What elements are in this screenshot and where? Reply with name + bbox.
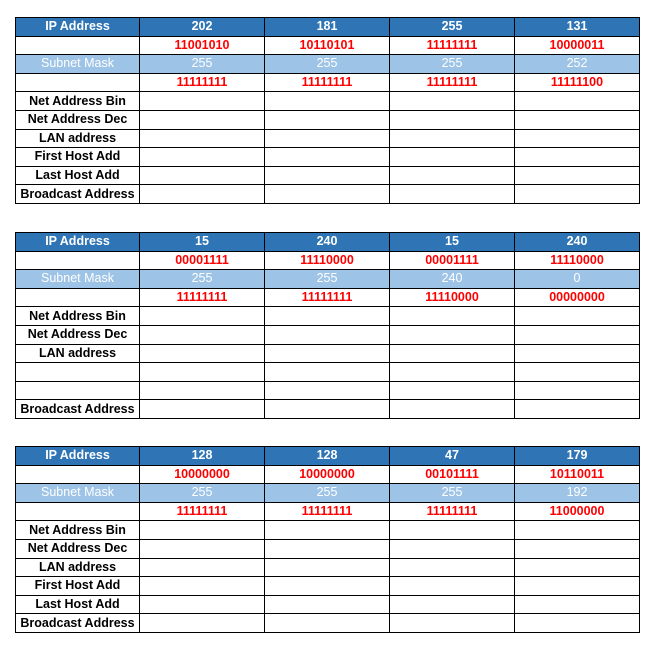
- mask-binary-octet-1: 11111111: [140, 73, 265, 92]
- row-label: LAN address: [16, 558, 140, 577]
- answer-cell[interactable]: [390, 614, 515, 633]
- answer-cell[interactable]: [515, 344, 640, 363]
- mask-binary-octet-4: 00000000: [515, 288, 640, 307]
- answer-cell[interactable]: [265, 344, 390, 363]
- row-label: [16, 381, 140, 400]
- ip-octet-1: 128: [140, 447, 265, 466]
- mask-octet-4: 252: [515, 55, 640, 74]
- answer-cell[interactable]: [515, 577, 640, 596]
- ip-octet-3: 255: [390, 18, 515, 37]
- answer-cell[interactable]: [140, 185, 265, 204]
- net-address-dec-row: [16, 110, 640, 129]
- answer-cell[interactable]: [265, 521, 390, 540]
- subnet-table-1: [15, 17, 640, 204]
- answer-cell[interactable]: [140, 110, 265, 129]
- answer-cell[interactable]: [515, 92, 640, 111]
- row-label: Net Address Bin: [16, 521, 140, 540]
- mask-octet-4: 192: [515, 484, 640, 503]
- subnet-mask-row: [16, 270, 640, 289]
- row-label: Broadcast Address: [16, 614, 140, 633]
- answer-cell[interactable]: [265, 558, 390, 577]
- answer-cell[interactable]: [265, 614, 390, 633]
- empty-cell: [16, 465, 140, 484]
- answer-cell[interactable]: [390, 381, 515, 400]
- answer-cell[interactable]: [515, 381, 640, 400]
- mask-octet-2: 255: [265, 270, 390, 289]
- answer-cell[interactable]: [140, 539, 265, 558]
- answer-cell[interactable]: [515, 307, 640, 326]
- answer-cell[interactable]: [390, 521, 515, 540]
- answer-cell[interactable]: [265, 400, 390, 419]
- subnet-mask-label: Subnet Mask: [16, 55, 140, 74]
- answer-cell[interactable]: [515, 595, 640, 614]
- empty-cell: [16, 502, 140, 521]
- ip-octet-3: 15: [390, 233, 515, 252]
- mask-octet-4: 0: [515, 270, 640, 289]
- answer-cell[interactable]: [140, 148, 265, 167]
- answer-cell[interactable]: [390, 92, 515, 111]
- answer-cell[interactable]: [515, 614, 640, 633]
- ip-address-label: IP Address: [16, 447, 140, 466]
- ip-octet-3: 47: [390, 447, 515, 466]
- answer-cell[interactable]: [515, 400, 640, 419]
- ip-octet-1: 15: [140, 233, 265, 252]
- ip-octet-2: 240: [265, 233, 390, 252]
- broadcast-row: [16, 185, 640, 204]
- ip-address-row: [16, 447, 640, 466]
- answer-cell[interactable]: [265, 381, 390, 400]
- answer-cell[interactable]: [265, 539, 390, 558]
- row-label: Net Address Bin: [16, 92, 140, 111]
- answer-cell[interactable]: [265, 166, 390, 185]
- answer-cell[interactable]: [140, 307, 265, 326]
- answer-cell[interactable]: [265, 595, 390, 614]
- ip-octet-4: 240: [515, 233, 640, 252]
- row-label: Net Address Dec: [16, 325, 140, 344]
- answer-cell[interactable]: [515, 148, 640, 167]
- ip-binary-octet-3: 00101111: [390, 465, 515, 484]
- ip-octet-4: 131: [515, 18, 640, 37]
- lan-address-row: [16, 344, 640, 363]
- answer-cell[interactable]: [140, 363, 265, 382]
- mask-binary-octet-4: 11111100: [515, 73, 640, 92]
- answer-cell[interactable]: [390, 185, 515, 204]
- row-label: First Host Add: [16, 577, 140, 596]
- answer-cell[interactable]: [140, 614, 265, 633]
- answer-cell[interactable]: [140, 577, 265, 596]
- ip-address-label: IP Address: [16, 233, 140, 252]
- ip-octet-1: 202: [140, 18, 265, 37]
- answer-cell[interactable]: [140, 595, 265, 614]
- row-label: Net Address Dec: [16, 110, 140, 129]
- mask-octet-3: 255: [390, 55, 515, 74]
- answer-cell[interactable]: [515, 521, 640, 540]
- lan-address-row: [16, 558, 640, 577]
- mask-octet-1: 255: [140, 270, 265, 289]
- mask-binary-octet-4: 11000000: [515, 502, 640, 521]
- ip-binary-octet-3: 11111111: [390, 36, 515, 55]
- subnet-table-2: [15, 232, 640, 419]
- mask-binary-row: [16, 502, 640, 521]
- answer-cell[interactable]: [390, 595, 515, 614]
- subnet-mask-row: [16, 55, 640, 74]
- row-label: First Host Add: [16, 148, 140, 167]
- answer-cell[interactable]: [265, 110, 390, 129]
- answer-cell[interactable]: [140, 381, 265, 400]
- ip-binary-octet-1: 10000000: [140, 465, 265, 484]
- answer-cell[interactable]: [390, 325, 515, 344]
- mask-binary-row: [16, 288, 640, 307]
- net-address-bin-row: [16, 92, 640, 111]
- net-address-bin-row: [16, 307, 640, 326]
- ip-address-label: IP Address: [16, 18, 140, 37]
- row-label: Broadcast Address: [16, 400, 140, 419]
- row-label: Broadcast Address: [16, 185, 140, 204]
- row-label: Net Address Bin: [16, 307, 140, 326]
- answer-cell[interactable]: [515, 539, 640, 558]
- net-address-dec-row: [16, 325, 640, 344]
- answer-cell[interactable]: [515, 558, 640, 577]
- answer-cell[interactable]: [140, 344, 265, 363]
- blank-row: [16, 363, 640, 382]
- answer-cell[interactable]: [140, 558, 265, 577]
- answer-cell[interactable]: [390, 166, 515, 185]
- answer-cell[interactable]: [140, 521, 265, 540]
- mask-binary-octet-1: 11111111: [140, 288, 265, 307]
- first-host-row: [16, 148, 640, 167]
- answer-cell[interactable]: [390, 110, 515, 129]
- answer-cell[interactable]: [390, 400, 515, 419]
- empty-cell: [16, 73, 140, 92]
- subnet-mask-row: [16, 484, 640, 503]
- broadcast-row: [16, 400, 640, 419]
- answer-cell[interactable]: [140, 92, 265, 111]
- mask-binary-octet-2: 11111111: [265, 288, 390, 307]
- answer-cell[interactable]: [515, 166, 640, 185]
- mask-binary-octet-1: 11111111: [140, 502, 265, 521]
- answer-cell[interactable]: [390, 307, 515, 326]
- net-address-bin-row: [16, 521, 640, 540]
- mask-octet-3: 255: [390, 484, 515, 503]
- answer-cell[interactable]: [515, 325, 640, 344]
- empty-cell: [16, 251, 140, 270]
- mask-octet-2: 255: [265, 484, 390, 503]
- mask-octet-3: 240: [390, 270, 515, 289]
- last-host-row: [16, 595, 640, 614]
- answer-cell[interactable]: [390, 344, 515, 363]
- row-label: Last Host Add: [16, 595, 140, 614]
- mask-binary-row: [16, 73, 640, 92]
- answer-cell[interactable]: [390, 363, 515, 382]
- answer-cell[interactable]: [390, 148, 515, 167]
- row-label: Last Host Add: [16, 166, 140, 185]
- answer-cell[interactable]: [140, 166, 265, 185]
- ip-binary-row: [16, 36, 640, 55]
- answer-cell[interactable]: [265, 307, 390, 326]
- ip-binary-octet-1: 00001111: [140, 251, 265, 270]
- answer-cell[interactable]: [140, 400, 265, 419]
- ip-address-row: [16, 18, 640, 37]
- answer-cell[interactable]: [390, 558, 515, 577]
- ip-binary-row: [16, 465, 640, 484]
- ip-octet-2: 181: [265, 18, 390, 37]
- ip-address-row: [16, 233, 640, 252]
- answer-cell[interactable]: [390, 539, 515, 558]
- ip-octet-2: 128: [265, 447, 390, 466]
- row-label: LAN address: [16, 129, 140, 148]
- ip-binary-row: [16, 251, 640, 270]
- mask-binary-octet-3: 11110000: [390, 288, 515, 307]
- answer-cell[interactable]: [515, 110, 640, 129]
- subnet-mask-label: Subnet Mask: [16, 270, 140, 289]
- answer-cell[interactable]: [390, 129, 515, 148]
- answer-cell[interactable]: [265, 129, 390, 148]
- ip-binary-octet-2: 11110000: [265, 251, 390, 270]
- ip-octet-4: 179: [515, 447, 640, 466]
- ip-binary-octet-3: 00001111: [390, 251, 515, 270]
- subnet-mask-label: Subnet Mask: [16, 484, 140, 503]
- empty-cell: [16, 36, 140, 55]
- first-host-row: [16, 577, 640, 596]
- answer-cell[interactable]: [515, 129, 640, 148]
- lan-address-row: [16, 129, 640, 148]
- subnet-table-3: [15, 446, 640, 633]
- last-host-row: [16, 166, 640, 185]
- mask-binary-octet-3: 11111111: [390, 73, 515, 92]
- mask-binary-octet-2: 11111111: [265, 73, 390, 92]
- answer-cell[interactable]: [265, 577, 390, 596]
- mask-octet-2: 255: [265, 55, 390, 74]
- mask-binary-octet-3: 11111111: [390, 502, 515, 521]
- broadcast-row: [16, 614, 640, 633]
- answer-cell[interactable]: [265, 92, 390, 111]
- answer-cell[interactable]: [140, 325, 265, 344]
- mask-octet-1: 255: [140, 484, 265, 503]
- answer-cell[interactable]: [140, 129, 265, 148]
- ip-binary-octet-2: 10110101: [265, 36, 390, 55]
- mask-octet-1: 255: [140, 55, 265, 74]
- row-label: Net Address Dec: [16, 539, 140, 558]
- answer-cell[interactable]: [265, 148, 390, 167]
- ip-binary-octet-4: 10000011: [515, 36, 640, 55]
- blank-row: [16, 381, 640, 400]
- answer-cell[interactable]: [265, 325, 390, 344]
- row-label: LAN address: [16, 344, 140, 363]
- mask-binary-octet-2: 11111111: [265, 502, 390, 521]
- ip-binary-octet-4: 11110000: [515, 251, 640, 270]
- answer-cell[interactable]: [515, 185, 640, 204]
- ip-binary-octet-2: 10000000: [265, 465, 390, 484]
- empty-cell: [16, 288, 140, 307]
- answer-cell[interactable]: [390, 577, 515, 596]
- ip-binary-octet-4: 10110011: [515, 465, 640, 484]
- net-address-dec-row: [16, 539, 640, 558]
- answer-cell[interactable]: [515, 363, 640, 382]
- row-label: [16, 363, 140, 382]
- ip-binary-octet-1: 11001010: [140, 36, 265, 55]
- answer-cell[interactable]: [265, 363, 390, 382]
- answer-cell[interactable]: [265, 185, 390, 204]
